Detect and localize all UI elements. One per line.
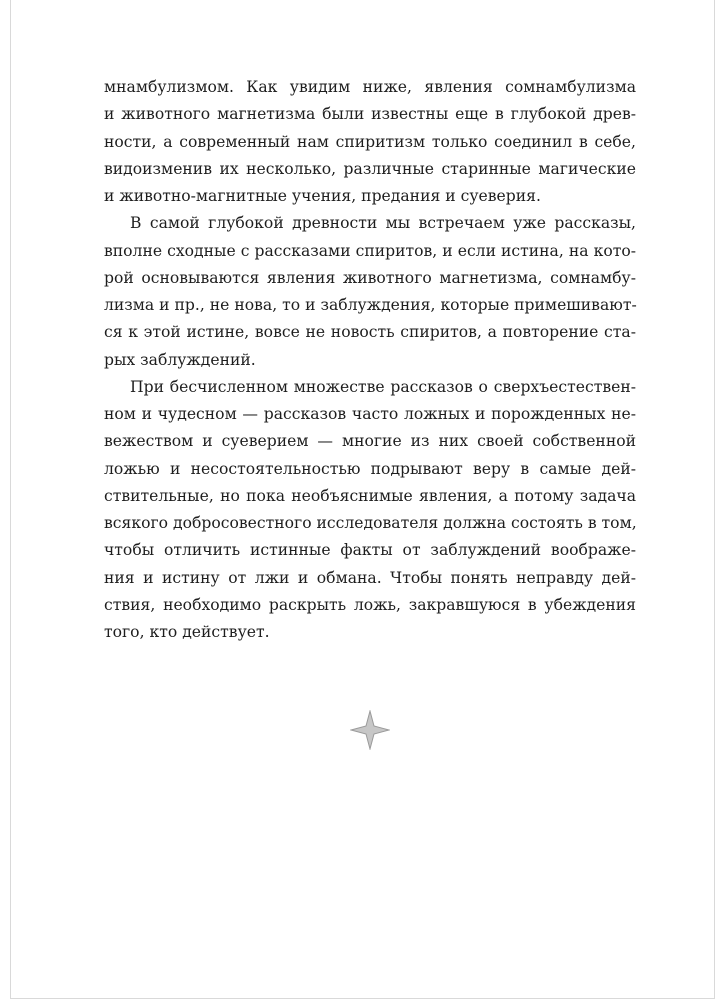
paragraph <box>104 74 636 210</box>
text-line: того, кто действует. <box>104 623 270 641</box>
text-line: ствительные, но пока необъяснимые явления, а потому задача <box>104 486 636 505</box>
text-line: и животного магнетизма были известны еще в глубокой древ- <box>104 105 636 124</box>
text-line: ствия, необходимо раскрыть ложь, закравшуюся в убеждения <box>104 595 636 614</box>
text-line: мнамбулизмом. Как увидим ниже, явления сомнамбулизма <box>104 78 636 96</box>
text-line: рых заблуждений. <box>104 350 256 369</box>
text-line: ности, а современный нам спиритизм только соединил в себе, <box>104 132 636 151</box>
text-line: лизма и пр., не нова, то и заблуждения, которые примешивают- <box>104 296 637 314</box>
text-line: рой основываются явления животного магнетизма, сомнамбу- <box>104 268 636 287</box>
text-line: В самой глубокой древности мы встречаем уже рассказы, <box>130 214 636 233</box>
text-line: вполне сходные с рассказами спиритов, и если истина, на кото- <box>104 241 636 260</box>
text-line: и животно-магнитные учения, предания и суеверия. <box>104 187 541 205</box>
text-line: всякого добросовестного исследователя должна состоять в том, <box>104 514 637 532</box>
text-line: ся к этой истине, вовсе не новость спиритов, а повторение ста- <box>104 323 636 342</box>
paragraph <box>104 210 636 374</box>
text-line: чтобы отличить истинные факты от заблуждений воображе- <box>104 541 636 560</box>
four-point-star-icon <box>350 710 390 750</box>
paragraph <box>104 374 636 647</box>
text-line: ния и истину от лжи и обмана. Чтобы понять неправду дей- <box>104 568 636 587</box>
body-text <box>104 74 636 646</box>
text-line: вежеством и суеверием — многие из них своей собственной <box>104 432 636 451</box>
text-line: ложью и несостоятельностью подрывают веру в самые дей- <box>104 459 636 478</box>
text-line: ном и чудесном — рассказов часто ложных и порожденных не- <box>104 405 636 423</box>
text-line: При бесчисленном множестве рассказов о сверхъестествен- <box>130 377 636 396</box>
text-line: видоизменив их несколько, различные старинные магические <box>104 159 636 178</box>
